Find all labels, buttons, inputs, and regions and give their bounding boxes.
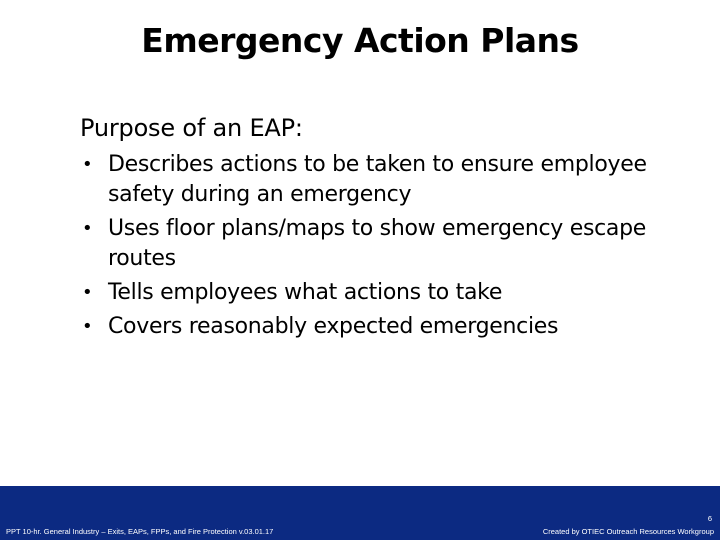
footer-course-title: PPT 10-hr. General Industry – Exits, EAPs, FPPs, and Fire Protection v.03.01.17 [6,527,274,536]
bullet-item [82,150,682,210]
bullet-item [82,278,682,308]
page-number: 6 [707,514,712,523]
bullet-item [82,312,682,342]
footer-bar [0,486,720,540]
bullet-dot-icon: • [82,154,93,175]
bullet-dot-icon: • [82,282,93,303]
bullet-text: Uses floor plans/maps to show emergency escape routes [108,216,646,271]
bullet-list [82,150,682,346]
bullet-item [82,214,682,274]
footer-credit: Created by OTIEC Outreach Resources Workgroup [542,527,714,536]
slide-subtitle: Purpose of an EAP: [80,114,303,142]
bullet-text: Covers reasonably expected emergencies [108,314,559,339]
bullet-dot-icon: • [82,218,93,239]
slide-title: Emergency Action Plans [141,21,579,60]
bullet-dot-icon: • [82,316,93,337]
bullet-text: Tells employees what actions to take [108,280,503,305]
bullet-text: Describes actions to be taken to ensure employee safety during an emergency [108,152,647,207]
